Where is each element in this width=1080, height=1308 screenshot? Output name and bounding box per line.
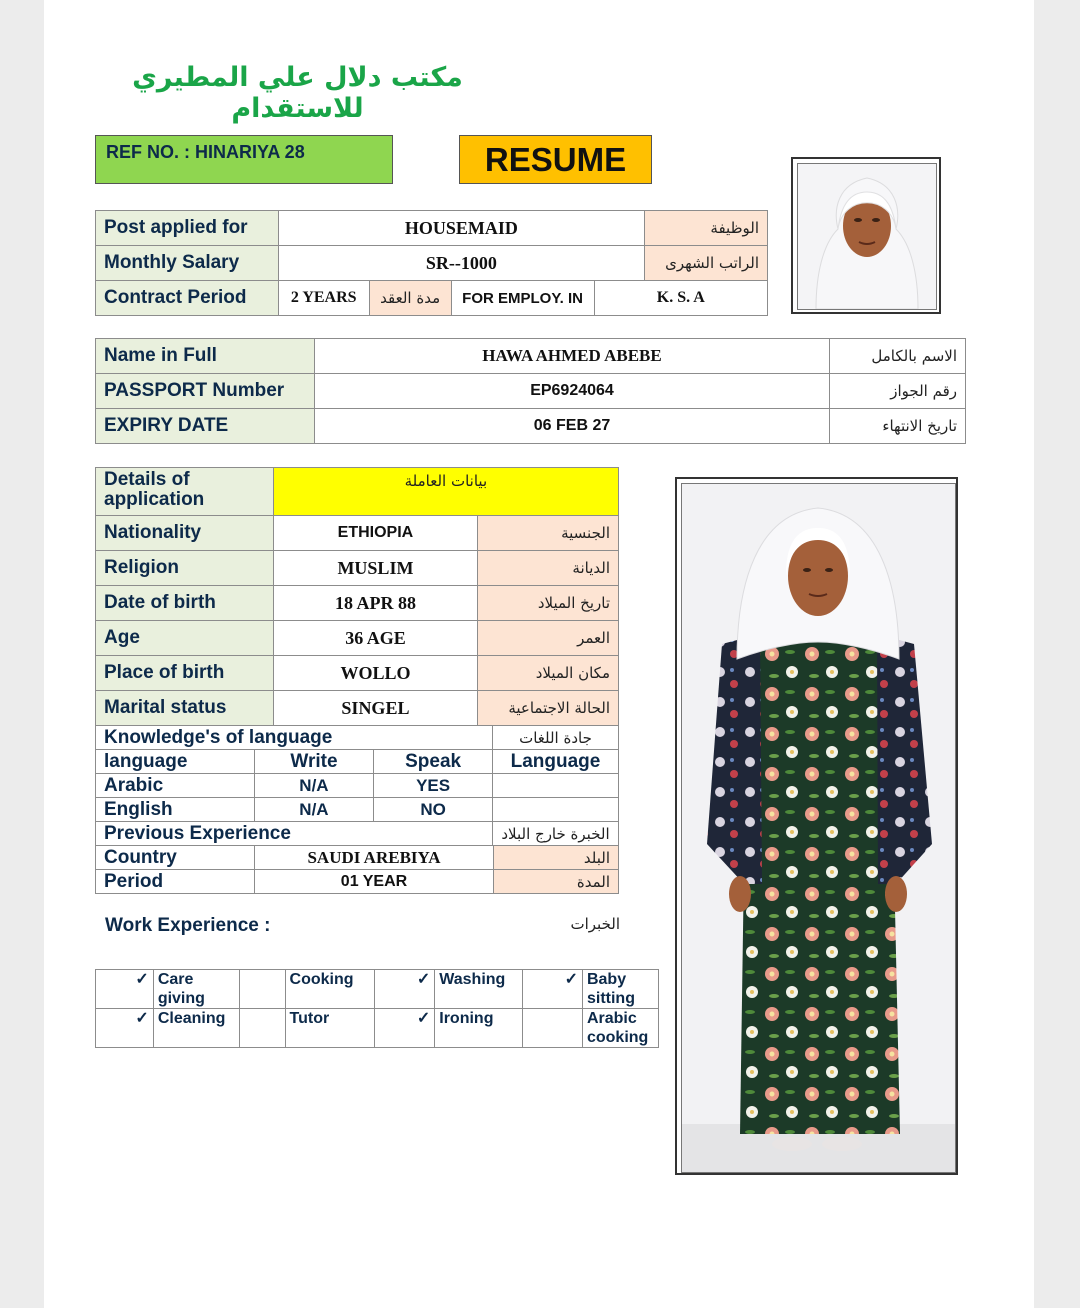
nationality-label: Nationality bbox=[96, 516, 274, 551]
contract-label-ar: مدة العقد bbox=[369, 281, 451, 316]
language-title: Knowledge's of language bbox=[96, 726, 493, 750]
marital-label: Marital status bbox=[96, 691, 274, 726]
name-label: Name in Full bbox=[96, 339, 315, 374]
dob-value: 18 APR 88 bbox=[273, 586, 477, 621]
skill-tutor: Tutor bbox=[285, 1009, 375, 1048]
job-table bbox=[95, 210, 768, 316]
birthplace-label-ar: مكان الميلاد bbox=[478, 656, 619, 691]
skills-table bbox=[95, 969, 659, 1048]
portrait-image bbox=[798, 164, 936, 309]
skill-cleaning-check: ✓ bbox=[96, 1009, 154, 1048]
expiry-value: 06 FEB 27 bbox=[314, 409, 829, 444]
country-value: SAUDI AREBIYA bbox=[254, 846, 494, 870]
skill-tutor-check bbox=[239, 1009, 285, 1048]
lang-english-speak: NO bbox=[374, 798, 493, 822]
skill-care-giving-check: ✓ bbox=[96, 970, 154, 1009]
language-table bbox=[95, 725, 619, 846]
lang-arabic-write: N/A bbox=[254, 774, 374, 798]
skill-care-giving: Care giving bbox=[153, 970, 239, 1009]
dob-label-ar: تاريخ الميلاد bbox=[478, 586, 619, 621]
religion-label-ar: الديانة bbox=[478, 551, 619, 586]
expiry-label: EXPIRY DATE bbox=[96, 409, 315, 444]
skill-washing: Washing bbox=[435, 970, 523, 1009]
contract-value: 2 YEARS bbox=[278, 281, 369, 316]
period-value: 01 YEAR bbox=[254, 870, 494, 894]
birthplace-label: Place of birth bbox=[96, 656, 274, 691]
skill-arabic-cooking: Arabic cooking bbox=[582, 1009, 658, 1048]
employ-label: FOR EMPLOY. IN bbox=[451, 281, 594, 316]
skill-cleaning: Cleaning bbox=[153, 1009, 239, 1048]
lang-header-write: Write bbox=[254, 750, 374, 774]
age-value: 36 AGE bbox=[273, 621, 477, 656]
skill-ironing-check: ✓ bbox=[375, 1009, 435, 1048]
passport-label: PASSPORT Number bbox=[96, 374, 315, 409]
marital-value: SINGEL bbox=[273, 691, 477, 726]
skill-baby-sitting: Baby sitting bbox=[582, 970, 658, 1009]
skill-cooking-check bbox=[239, 970, 285, 1009]
country-label-ar: البلد bbox=[494, 846, 619, 870]
language-title-ar: جادة اللغات bbox=[492, 726, 618, 750]
lang-arabic-speak: YES bbox=[374, 774, 493, 798]
birthplace-value: WOLLO bbox=[273, 656, 477, 691]
full-body-image bbox=[682, 484, 955, 1172]
age-label: Age bbox=[96, 621, 274, 656]
salary-label-ar: الراتب الشهرى bbox=[645, 246, 768, 281]
contract-label: Contract Period bbox=[96, 281, 279, 316]
experience-title: Previous Experience bbox=[96, 822, 493, 846]
skill-arabic-cooking-check bbox=[523, 1009, 583, 1048]
period-label-ar: المدة bbox=[494, 870, 619, 894]
salary-value: SR--1000 bbox=[278, 246, 644, 281]
skill-washing-check: ✓ bbox=[375, 970, 435, 1009]
work-experience-label: Work Experience : bbox=[105, 915, 271, 936]
lang-english-extra bbox=[492, 798, 618, 822]
period-label: Period bbox=[96, 870, 255, 894]
religion-value: MUSLIM bbox=[273, 551, 477, 586]
lang-english-name: English bbox=[96, 798, 255, 822]
resume-title: RESUME bbox=[459, 135, 652, 184]
dob-label: Date of birth bbox=[96, 586, 274, 621]
skill-cooking: Cooking bbox=[285, 970, 375, 1009]
lang-header-language: language bbox=[96, 750, 255, 774]
nationality-label-ar: الجنسية bbox=[478, 516, 619, 551]
marital-label-ar: الحالة الاجتماعية bbox=[478, 691, 619, 726]
lang-english-write: N/A bbox=[254, 798, 374, 822]
name-value: HAWA AHMED ABEBE bbox=[314, 339, 829, 374]
full-body-photo bbox=[675, 477, 958, 1175]
employ-value: K. S. A bbox=[594, 281, 767, 316]
experience-title-ar: الخبرة خارج البلاد bbox=[492, 822, 618, 846]
portrait-photo bbox=[791, 157, 941, 314]
salary-label: Monthly Salary bbox=[96, 246, 279, 281]
passport-label-ar: رقم الجواز bbox=[830, 374, 966, 409]
skill-baby-sitting-check: ✓ bbox=[523, 970, 583, 1009]
lang-header-speak: Speak bbox=[374, 750, 493, 774]
details-table bbox=[95, 467, 619, 726]
agency-name: مكتب دلال علي المطيري للاستقدام bbox=[132, 62, 463, 124]
religion-label: Religion bbox=[96, 551, 274, 586]
expiry-label-ar: تاريخ الانتهاء bbox=[830, 409, 966, 444]
identity-table bbox=[95, 338, 966, 444]
age-label-ar: العمر bbox=[478, 621, 619, 656]
passport-value: EP6924064 bbox=[314, 374, 829, 409]
lang-arabic-name: Arabic bbox=[96, 774, 255, 798]
country-label: Country bbox=[96, 846, 255, 870]
skill-ironing: Ironing bbox=[435, 1009, 523, 1048]
post-label-ar: الوظيفة bbox=[645, 211, 768, 246]
lang-arabic-extra bbox=[492, 774, 618, 798]
post-value: HOUSEMAID bbox=[278, 211, 644, 246]
lang-header-language-2: Language bbox=[492, 750, 618, 774]
post-label: Post applied for bbox=[96, 211, 279, 246]
nationality-value: ETHIOPIA bbox=[273, 516, 477, 551]
name-label-ar: الاسم بالكامل bbox=[830, 339, 966, 374]
details-header-ar: بيانات العاملة bbox=[273, 468, 618, 516]
details-header-label: Details of application bbox=[96, 468, 274, 516]
work-experience-label-ar: الخبرات bbox=[570, 915, 620, 933]
ref-number: REF NO. : HINARIYA 28 bbox=[95, 135, 393, 184]
experience-table bbox=[95, 845, 619, 894]
